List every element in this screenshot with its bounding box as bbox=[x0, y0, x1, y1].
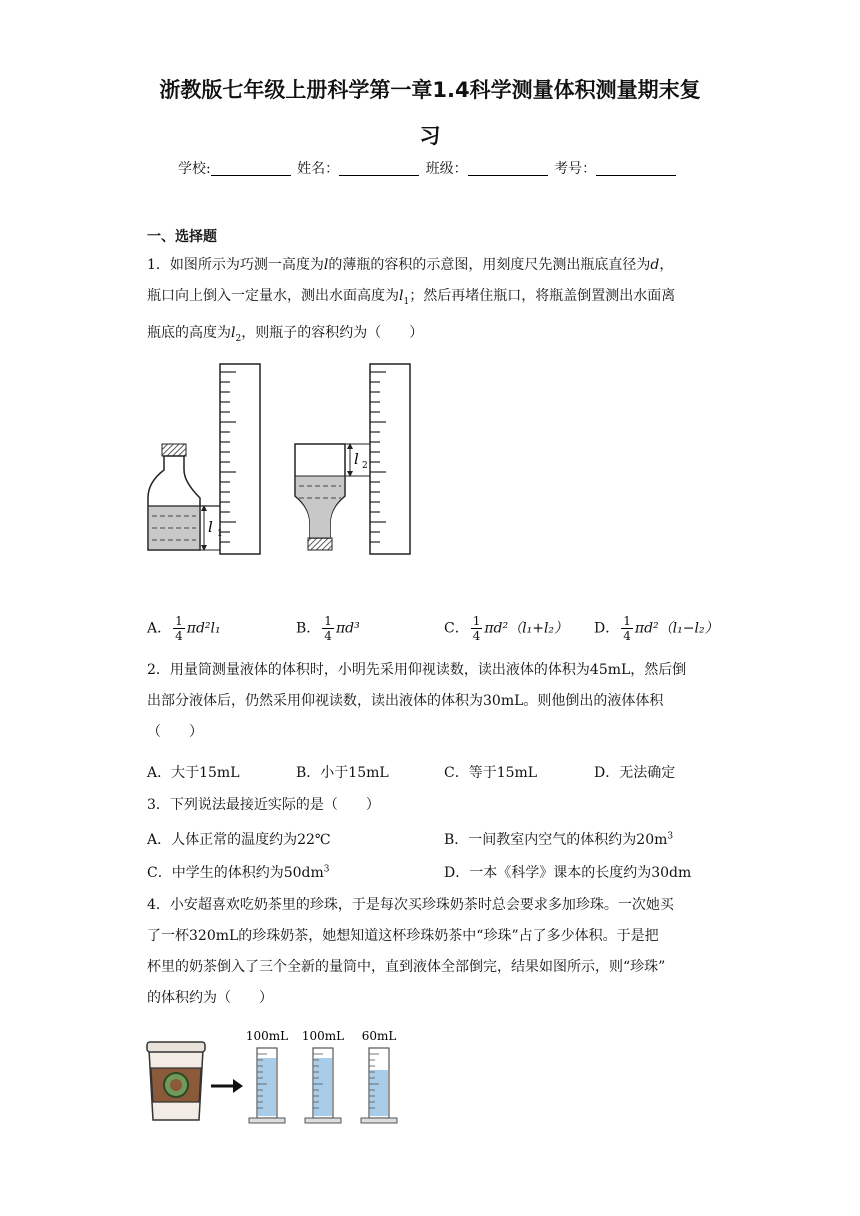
cylinder-liquid bbox=[314, 1058, 332, 1116]
q2-line1: 2．用量筒测量液体的体积时，小明先采用仰视读数，读出液体的体积为45mL，然后倒 bbox=[147, 662, 687, 678]
q3-option-d[interactable]: D．一本《科学》课本的长度约为30dm bbox=[444, 865, 692, 881]
q2-option-a[interactable]: A．大于15mL bbox=[147, 765, 240, 781]
q1-line3: 瓶底的高度为$l_2$，则瓶子的容积约为（ ） bbox=[147, 324, 424, 344]
ruler-right bbox=[370, 364, 410, 554]
bottle-diagram bbox=[140, 358, 430, 558]
exam-no-blank bbox=[596, 161, 676, 176]
q2-line2: 出部分液体后，仍然采用仰视读数，读出液体的体积为30mL。则他倒出的液体体积 bbox=[147, 693, 664, 709]
cylinder-capacity-label: 100mL bbox=[245, 1029, 289, 1043]
cylinder-liquid bbox=[258, 1058, 276, 1116]
q1-line1: 1．如图所示为巧测一高度为l的薄瓶的容积的示意图，用刻度尺先测出瓶底直径为d， bbox=[147, 257, 674, 273]
q3-option-a[interactable]: A．人体正常的温度约为22℃ bbox=[147, 832, 331, 848]
q1-option-d[interactable]: D． $\frac{1}{4}$ πd²（l₁−l₂） bbox=[594, 614, 719, 643]
q4-text bbox=[147, 890, 717, 1014]
q4-line4: 的体积约为（ ） bbox=[147, 990, 273, 1006]
cylinder-base bbox=[361, 1118, 397, 1123]
class-blank bbox=[468, 161, 548, 176]
arrow-right-icon bbox=[211, 1079, 243, 1093]
upright-bottle bbox=[148, 444, 223, 550]
q4-line3: 杯里的奶茶倒入了三个全新的量筒中，直到液体全部倒完，结果如图所示，则“珍珠” bbox=[147, 959, 666, 975]
q1-option-a[interactable]: A． $\frac{1}{4}$ πd²l₁ bbox=[147, 614, 221, 643]
l2-label: l bbox=[354, 450, 359, 468]
cylinder-base bbox=[249, 1118, 285, 1123]
milk-tea-cup-icon bbox=[147, 1042, 205, 1120]
measuring-cylinder bbox=[246, 1029, 288, 1123]
cylinder-capacity-label: 60mL bbox=[361, 1029, 397, 1043]
q2-line3: （ ） bbox=[147, 724, 203, 740]
q2-text bbox=[147, 655, 717, 748]
exam-no-label: 考号： bbox=[554, 161, 597, 177]
q1-option-c[interactable]: C． $\frac{1}{4}$ πd²（l₁+l₂） bbox=[444, 614, 569, 643]
svg-text:1: 1 bbox=[217, 529, 223, 539]
section-heading: 一、选择题 bbox=[147, 229, 217, 245]
q3-option-b[interactable]: B．一间教室内空气的体积约为$20m^3$ bbox=[444, 831, 674, 848]
l1-label: l bbox=[208, 518, 213, 536]
q1-line2: 瓶口向上倒入一定量水，测出水面高度为$l_1$；然后再堵住瓶口，将瓶盖倒置测出水面离 bbox=[147, 288, 676, 307]
measuring-cylinder bbox=[361, 1029, 397, 1123]
ruler-left bbox=[220, 364, 260, 554]
page-title-line1: 浙教版七年级上册科学第一章1.4科学测量体积测量期末复 bbox=[159, 78, 701, 102]
name-blank bbox=[339, 161, 419, 176]
class-label: 班级： bbox=[425, 161, 468, 177]
svg-text:2: 2 bbox=[362, 461, 368, 471]
measuring-cylinder bbox=[302, 1029, 344, 1123]
q3-text bbox=[147, 790, 717, 821]
cylinder-base bbox=[305, 1118, 341, 1123]
student-info-row bbox=[178, 158, 678, 178]
inverted-bottle bbox=[295, 444, 370, 550]
cylinder-liquid bbox=[370, 1070, 388, 1116]
q2-option-b[interactable]: B．小于15mL bbox=[296, 765, 389, 781]
q2-option-d[interactable]: D．无法确定 bbox=[594, 765, 676, 781]
q4-line2: 了一杯320mL的珍珠奶茶，她想知道这杯珍珠奶茶中“珍珠”占了多少体积。于是把 bbox=[147, 928, 659, 944]
name-label: 姓名： bbox=[297, 161, 340, 177]
q2-option-c[interactable]: C．等于15mL bbox=[444, 765, 538, 781]
cylinders-diagram bbox=[145, 1028, 405, 1128]
school-label: 学校: bbox=[178, 161, 211, 177]
page-title-line2: 习 bbox=[419, 124, 441, 148]
q1-text bbox=[147, 250, 717, 355]
q3-line1: 3．下列说法最接近实际的是（ ） bbox=[147, 797, 380, 813]
school-blank bbox=[211, 161, 291, 176]
q4-line1: 4．小安超喜欢吃奶茶里的珍珠，于是每次买珍珠奶茶时总会要求多加珍珠。一次她买 bbox=[147, 897, 674, 913]
cylinder-capacity-label: 100mL bbox=[301, 1029, 345, 1043]
q1-option-b[interactable]: B． $\frac{1}{4}$ πd³ bbox=[296, 614, 360, 643]
q3-option-c[interactable]: C．中学生的体积约为$50dm^3$ bbox=[147, 864, 330, 881]
